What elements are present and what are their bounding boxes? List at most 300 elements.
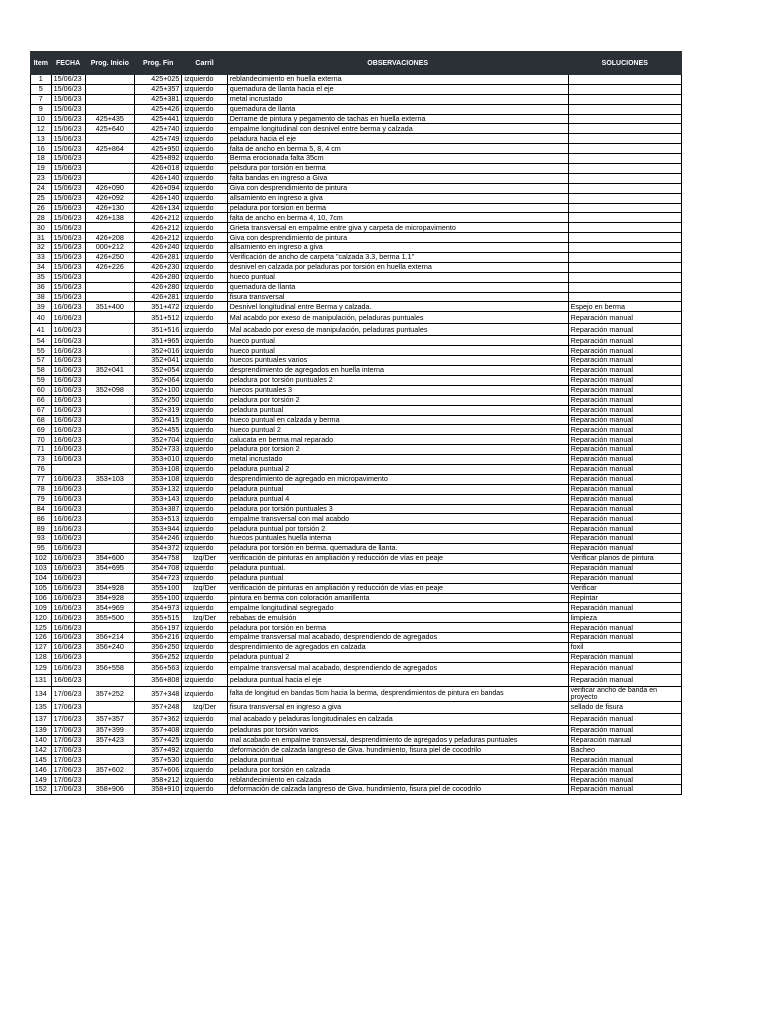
carril-cell: izquierdo (182, 385, 227, 395)
item-cell: 89 (31, 524, 52, 534)
soluciones-cell: Verificar (568, 583, 681, 593)
prog-fin-cell: 356+808 (135, 674, 182, 686)
table-row (31, 633, 682, 643)
carril-cell: izquierdo (182, 302, 227, 312)
carril-cell: izquierdo (182, 193, 227, 203)
prog-inicio-cell (85, 425, 134, 435)
carril-cell: izquierdo (182, 623, 227, 633)
table-row (31, 623, 682, 633)
soluciones-cell: sellado de fisura (568, 701, 681, 713)
fecha-cell: 16/06/23 (51, 652, 85, 662)
observaciones-cell: Verificación de ancho de carpeta "calzada 3.3, berma 1.1" (227, 253, 568, 263)
table-row (31, 144, 682, 154)
fecha-cell: 16/06/23 (51, 395, 85, 405)
soluciones-cell: Reparación manual (568, 524, 681, 534)
table-row (31, 324, 682, 336)
item-cell: 34 (31, 262, 52, 272)
observaciones-cell: pelsdura por torsión en berma (227, 164, 568, 174)
carril-cell: izquierdo (182, 544, 227, 554)
observaciones-cell: verificación de pinturas en ampliación y reducción de vías en peaje (227, 553, 568, 563)
fecha-cell: 15/06/23 (51, 193, 85, 203)
soluciones-cell (568, 262, 681, 272)
soluciones-cell (568, 173, 681, 183)
table-row (31, 134, 682, 144)
prog-inicio-cell: 354+928 (85, 593, 134, 603)
prog-inicio-cell: 354+600 (85, 553, 134, 563)
table-row (31, 603, 682, 613)
fecha-cell: 16/06/23 (51, 336, 85, 346)
soluciones-cell (568, 164, 681, 174)
soluciones-cell (568, 292, 681, 302)
item-cell: 32 (31, 243, 52, 253)
prog-inicio-cell (85, 336, 134, 346)
prog-fin-cell: 351+965 (135, 336, 182, 346)
table-row (31, 613, 682, 623)
item-cell: 73 (31, 455, 52, 465)
carril-cell: izquierdo (182, 75, 227, 85)
carril-cell: izquierdo (182, 356, 227, 366)
prog-inicio-cell (85, 415, 134, 425)
table-row (31, 213, 682, 223)
table-row (31, 686, 682, 701)
fecha-cell: 16/06/23 (51, 593, 85, 603)
observaciones-cell: Mal acabdo por exeso de manipulación, peladuras puntuales (227, 312, 568, 324)
prog-inicio-cell (85, 94, 134, 104)
prog-inicio-cell: 357+399 (85, 725, 134, 735)
prog-fin-cell: 355+100 (135, 593, 182, 603)
fecha-cell: 16/06/23 (51, 324, 85, 336)
item-cell: 125 (31, 623, 52, 633)
fecha-cell: 16/06/23 (51, 302, 85, 312)
prog-inicio-cell (85, 84, 134, 94)
item-cell: 128 (31, 652, 52, 662)
item-cell: 18 (31, 154, 52, 164)
observaciones-cell: peladura por torsión 2 (227, 395, 568, 405)
item-cell: 129 (31, 662, 52, 674)
table-row (31, 346, 682, 356)
prog-fin-cell: 426+140 (135, 193, 182, 203)
carril-cell: izquierdo (182, 735, 227, 745)
carril-cell: izquierdo (182, 633, 227, 643)
table-row (31, 415, 682, 425)
fecha-cell: 16/06/23 (51, 504, 85, 514)
table-row (31, 494, 682, 504)
prog-inicio-cell (85, 464, 134, 474)
observaciones-cell: empalme transversal mal acabado, desprendiendo de agregados (227, 662, 568, 674)
observaciones-cell: falta de ancho en berma 5, 8, 4 cm (227, 144, 568, 154)
item-cell: 77 (31, 474, 52, 484)
soluciones-cell (568, 104, 681, 114)
fecha-cell: 15/06/23 (51, 292, 85, 302)
item-cell: 106 (31, 593, 52, 603)
prog-inicio-cell: 425+864 (85, 144, 134, 154)
fecha-cell: 17/06/23 (51, 713, 85, 725)
observaciones-cell: peladura por torsion en berma (227, 203, 568, 213)
item-cell: 54 (31, 336, 52, 346)
fecha-cell: 16/06/23 (51, 534, 85, 544)
observaciones-cell: empalme transversal con mal acabdo (227, 514, 568, 524)
fecha-cell: 15/06/23 (51, 262, 85, 272)
prog-inicio-cell: 355+500 (85, 613, 134, 623)
fecha-cell: 16/06/23 (51, 425, 85, 435)
soluciones-cell: Reparación manual (568, 356, 681, 366)
carril-cell: izquierdo (182, 375, 227, 385)
fecha-cell (51, 464, 85, 474)
prog-fin-cell: 351+472 (135, 302, 182, 312)
soluciones-cell: Reparación manual (568, 474, 681, 484)
carril-cell: izquierdo (182, 514, 227, 524)
carril-cell: izquierdo (182, 494, 227, 504)
carril-cell: izquierdo (182, 755, 227, 765)
item-cell: 86 (31, 514, 52, 524)
prog-inicio-cell: 358+906 (85, 785, 134, 795)
prog-fin-cell: 425+357 (135, 84, 182, 94)
table-row (31, 735, 682, 745)
prog-inicio-cell: 357+357 (85, 713, 134, 725)
soluciones-cell: Reparación manual (568, 775, 681, 785)
prog-fin-cell: 352+319 (135, 405, 182, 415)
table-row (31, 662, 682, 674)
prog-fin-cell: 357+348 (135, 686, 182, 701)
carril-cell: izquierdo (182, 292, 227, 302)
prog-fin-cell: 353+387 (135, 504, 182, 514)
prog-inicio-cell (85, 312, 134, 324)
fecha-cell: 15/06/23 (51, 272, 85, 282)
prog-fin-cell: 357+492 (135, 745, 182, 755)
fecha-cell: 16/06/23 (51, 544, 85, 554)
prog-fin-cell: 352+415 (135, 415, 182, 425)
prog-inicio-cell (85, 514, 134, 524)
table-row (31, 405, 682, 415)
prog-inicio-cell: 351+400 (85, 302, 134, 312)
observaciones-cell: peladura por torsión puntuales 2 (227, 375, 568, 385)
soluciones-cell: Repintar (568, 593, 681, 603)
prog-fin-cell: 357+248 (135, 701, 182, 713)
carril-cell: izquierdo (182, 662, 227, 674)
table-row (31, 652, 682, 662)
item-cell: 120 (31, 613, 52, 623)
carril-cell: izquierdo (182, 674, 227, 686)
observaciones-cell: hueco puntual en calzada y berma (227, 415, 568, 425)
soluciones-cell: Reparación manual (568, 652, 681, 662)
item-cell: 16 (31, 144, 52, 154)
carril-cell: izquierdo (182, 455, 227, 465)
item-cell: 145 (31, 755, 52, 765)
fecha-cell: 15/06/23 (51, 114, 85, 124)
prog-fin-cell: 355+100 (135, 583, 182, 593)
item-cell: 146 (31, 765, 52, 775)
soluciones-cell (568, 134, 681, 144)
prog-inicio-cell: 356+214 (85, 633, 134, 643)
observaciones-cell: Giva con desprendimiento de pintura (227, 183, 568, 193)
table-row (31, 356, 682, 366)
observaciones-cell: peladura puntual 2 (227, 652, 568, 662)
item-cell: 79 (31, 494, 52, 504)
item-cell: 84 (31, 504, 52, 514)
fecha-cell: 16/06/23 (51, 633, 85, 643)
carril-cell: izquierdo (182, 563, 227, 573)
observaciones-cell: peladura por torsión en calzada (227, 765, 568, 775)
prog-inicio-cell (85, 134, 134, 144)
soluciones-cell (568, 193, 681, 203)
fecha-cell: 16/06/23 (51, 573, 85, 583)
prog-inicio-cell: 352+041 (85, 366, 134, 376)
observaciones-cell: hueco puntual (227, 346, 568, 356)
item-cell: 58 (31, 366, 52, 376)
soluciones-cell (568, 233, 681, 243)
carril-cell: izquierdo (182, 233, 227, 243)
observaciones-cell: huecos puntuales 3 (227, 385, 568, 395)
prog-fin-cell: 426+018 (135, 164, 182, 174)
prog-inicio-cell (85, 282, 134, 292)
prog-fin-cell: 425+441 (135, 114, 182, 124)
item-cell: 70 (31, 435, 52, 445)
observaciones-cell: mal acabado y peladuras longitudinales en calzada (227, 713, 568, 725)
carril-cell: izquierdo (182, 464, 227, 474)
soluciones-cell: Reparación manual (568, 435, 681, 445)
observaciones-cell: peladura puntual por torsión 2 (227, 524, 568, 534)
soluciones-cell: Reparación manual (568, 544, 681, 554)
prog-fin-cell: 353+108 (135, 464, 182, 474)
prog-fin-cell: 426+094 (135, 183, 182, 193)
fecha-cell: 15/06/23 (51, 84, 85, 94)
item-cell: 152 (31, 785, 52, 795)
table-row (31, 302, 682, 312)
item-cell: 7 (31, 94, 52, 104)
table-row (31, 253, 682, 263)
carril-cell: izquierdo (182, 745, 227, 755)
carril-cell: izquierdo (182, 336, 227, 346)
fecha-cell: 16/06/23 (51, 435, 85, 445)
item-cell: 59 (31, 375, 52, 385)
prog-fin-cell: 426+212 (135, 233, 182, 243)
prog-inicio-cell: 354+928 (85, 583, 134, 593)
table-row (31, 583, 682, 593)
soluciones-cell (568, 154, 681, 164)
table-row (31, 504, 682, 514)
prog-inicio-cell (85, 223, 134, 233)
carril-cell: izquierdo (182, 312, 227, 324)
carril-cell: izquierdo (182, 366, 227, 376)
prog-inicio-cell: 426+208 (85, 233, 134, 243)
soluciones-cell: Reparación manual (568, 504, 681, 514)
carril-cell: izquierdo (182, 686, 227, 701)
prog-inicio-cell (85, 154, 134, 164)
soluciones-cell: Verificar planos de pintura (568, 553, 681, 563)
soluciones-cell: Reparación manual (568, 415, 681, 425)
prog-fin-cell: 351+516 (135, 324, 182, 336)
soluciones-cell: Reparación manual (568, 633, 681, 643)
carril-cell: izquierdo (182, 144, 227, 154)
observaciones-cell: metal incrustado (227, 94, 568, 104)
table-row (31, 755, 682, 765)
fecha-cell: 16/06/23 (51, 405, 85, 415)
fecha-cell: 17/06/23 (51, 735, 85, 745)
soluciones-cell: foxil (568, 642, 681, 652)
observaciones-cell: peladura puntual (227, 755, 568, 765)
fecha-cell: 16/06/23 (51, 455, 85, 465)
soluciones-cell (568, 84, 681, 94)
observaciones-cell: Desnivel longitudinal entre Berma y calzada. (227, 302, 568, 312)
observaciones-cell: peladura puntual (227, 573, 568, 583)
prog-inicio-cell: 426+130 (85, 203, 134, 213)
carril-cell: izquierdo (182, 272, 227, 282)
table-row (31, 395, 682, 405)
observaciones-cell: empalme transversal mal acabado, desprendiendo de agregados (227, 633, 568, 643)
fecha-cell: 15/06/23 (51, 94, 85, 104)
carril-cell: izquierdo (182, 504, 227, 514)
fecha-cell: 15/06/23 (51, 213, 85, 223)
prog-fin-cell: 356+250 (135, 642, 182, 652)
carril-cell: izquierdo (182, 213, 227, 223)
observaciones-cell: peladuras por torsión varios (227, 725, 568, 735)
observaciones-cell: huecos puntuales varios (227, 356, 568, 366)
prog-inicio-cell (85, 504, 134, 514)
soluciones-cell (568, 213, 681, 223)
item-cell: 103 (31, 563, 52, 573)
fecha-cell: 16/06/23 (51, 445, 85, 455)
prog-fin-cell: 357+362 (135, 713, 182, 725)
soluciones-cell: Reparación manual (568, 445, 681, 455)
observaciones-cell: peladura por torsión en berma. quemadura de llanta. (227, 544, 568, 554)
prog-inicio-cell (85, 455, 134, 465)
observaciones-cell: peladura por torsión puntuales 3 (227, 504, 568, 514)
soluciones-cell: Reparación manual (568, 425, 681, 435)
table-row (31, 312, 682, 324)
carril-cell: izquierdo (182, 154, 227, 164)
fecha-cell: 16/06/23 (51, 346, 85, 356)
table-row (31, 573, 682, 583)
fecha-cell: 16/06/23 (51, 662, 85, 674)
observaciones-cell: allsamiento en ingreso a giva (227, 193, 568, 203)
prog-fin-cell: 426+230 (135, 262, 182, 272)
prog-inicio-cell: 354+695 (85, 563, 134, 573)
observaciones-cell: peladura puntual 4 (227, 494, 568, 504)
observaciones-cell: falta de ancho en berma 4, 10, 7cm (227, 213, 568, 223)
observaciones-cell: huecos puntuales huella interna (227, 534, 568, 544)
observaciones-cell: fisura transversal en ingreso a giva (227, 701, 568, 713)
soluciones-cell (568, 272, 681, 282)
header-fecha: FECHA (51, 52, 85, 75)
observaciones-cell: mal acabado en empalme transversal, desprendimiento de agregados y peladuras puntuales (227, 735, 568, 745)
item-cell: 102 (31, 553, 52, 563)
carril-cell: izquierdo (182, 84, 227, 94)
observaciones-cell: peladura puntual. (227, 563, 568, 573)
prog-fin-cell: 354+973 (135, 603, 182, 613)
table-row (31, 183, 682, 193)
table-row (31, 713, 682, 725)
item-cell: 95 (31, 544, 52, 554)
observaciones-cell: peladura puntual 2 (227, 464, 568, 474)
observaciones-cell: calucata en berma mal reparado (227, 435, 568, 445)
observaciones-cell: desprendimiento de agregados en calzada (227, 642, 568, 652)
fecha-cell: 15/06/23 (51, 134, 85, 144)
soluciones-cell: Reparación manual (568, 713, 681, 725)
observaciones-cell: quemadura de llanta hacia el eje (227, 84, 568, 94)
prog-inicio-cell (85, 623, 134, 633)
carril-cell: izquierdo (182, 603, 227, 613)
item-cell: 31 (31, 233, 52, 243)
item-cell: 33 (31, 253, 52, 263)
carril-cell: izquierdo (182, 164, 227, 174)
carril-cell: izquierdo (182, 114, 227, 124)
prog-fin-cell: 357+606 (135, 765, 182, 775)
item-cell: 67 (31, 405, 52, 415)
fecha-cell: 16/06/23 (51, 415, 85, 425)
soluciones-cell (568, 243, 681, 253)
prog-fin-cell: 426+281 (135, 292, 182, 302)
item-cell: 104 (31, 573, 52, 583)
prog-fin-cell: 426+140 (135, 173, 182, 183)
observaciones-cell: desnivel en calzada por peladuras por torsión en huella externa (227, 262, 568, 272)
soluciones-cell: Reparación manual (568, 395, 681, 405)
prog-inicio-cell: 357+602 (85, 765, 134, 775)
fecha-cell: 16/06/23 (51, 375, 85, 385)
soluciones-cell: Bacheo (568, 745, 681, 755)
item-cell: 105 (31, 583, 52, 593)
item-cell: 137 (31, 713, 52, 725)
soluciones-cell: Reparación manual (568, 346, 681, 356)
fecha-cell: 16/06/23 (51, 613, 85, 623)
carril-cell: izquierdo (182, 474, 227, 484)
prog-fin-cell: 351+512 (135, 312, 182, 324)
item-cell: 139 (31, 725, 52, 735)
carril-cell: izquierdo (182, 173, 227, 183)
fecha-cell: 15/06/23 (51, 75, 85, 85)
prog-fin-cell: 426+240 (135, 243, 182, 253)
carril-cell: izquierdo (182, 593, 227, 603)
prog-inicio-cell (85, 701, 134, 713)
prog-inicio-cell: 425+640 (85, 124, 134, 134)
fecha-cell: 16/06/23 (51, 484, 85, 494)
prog-inicio-cell (85, 164, 134, 174)
carril-cell: izquierdo (182, 415, 227, 425)
table-row (31, 674, 682, 686)
observaciones-cell: pintura en berma con coloración amarillenta (227, 593, 568, 603)
observaciones-cell: peladura hacia el eje (227, 134, 568, 144)
prog-fin-cell: 353+944 (135, 524, 182, 534)
table-row (31, 534, 682, 544)
observaciones-cell: fisura transversal (227, 292, 568, 302)
inspection-table (30, 51, 682, 795)
prog-fin-cell: 352+704 (135, 435, 182, 445)
soluciones-cell: Reparación manual (568, 785, 681, 795)
prog-inicio-cell (85, 755, 134, 765)
carril-cell: izquierdo (182, 725, 227, 735)
table-row (31, 514, 682, 524)
fecha-cell: 16/06/23 (51, 583, 85, 593)
header-row (31, 52, 682, 75)
carril-cell: izquierdo (182, 405, 227, 415)
prog-inicio-cell (85, 104, 134, 114)
item-cell: 76 (31, 464, 52, 474)
table-row (31, 593, 682, 603)
item-cell: 93 (31, 534, 52, 544)
prog-fin-cell: 352+041 (135, 356, 182, 366)
prog-fin-cell: 353+132 (135, 484, 182, 494)
observaciones-cell: peladura puntual (227, 405, 568, 415)
prog-fin-cell: 355+515 (135, 613, 182, 623)
soluciones-cell: Reparación manual (568, 725, 681, 735)
table-row (31, 193, 682, 203)
soluciones-cell: Reparación manual (568, 324, 681, 336)
header-item: Item (31, 52, 52, 75)
prog-fin-cell: 354+758 (135, 553, 182, 563)
soluciones-cell: verificar ancho de banda en proyecto (568, 686, 681, 701)
prog-fin-cell: 356+216 (135, 633, 182, 643)
table-row (31, 544, 682, 554)
prog-fin-cell: 352+455 (135, 425, 182, 435)
